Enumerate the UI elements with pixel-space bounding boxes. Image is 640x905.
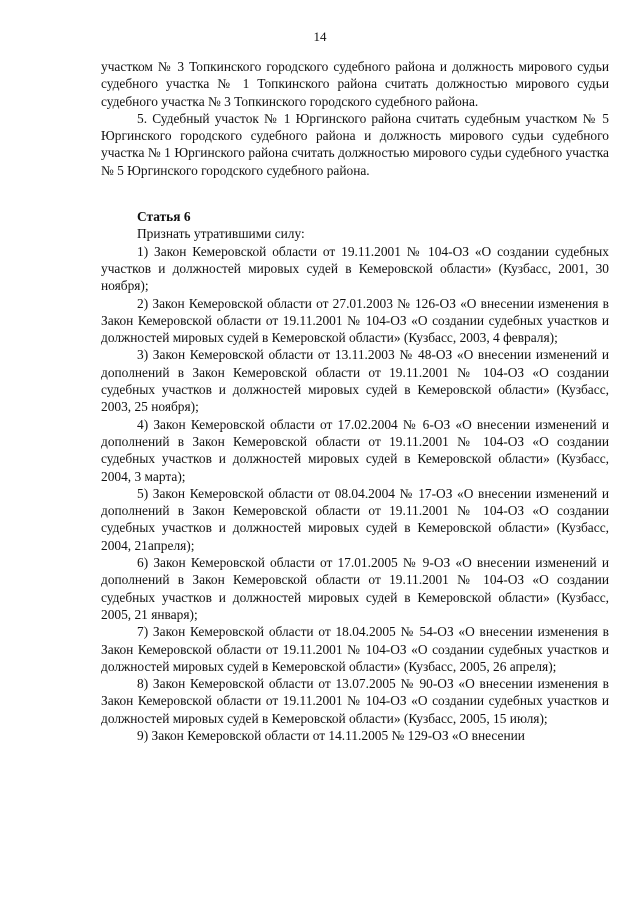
repealed-law-item: 3) Закон Кемеровской области от 13.11.2003 № 48-ОЗ «О внесении изменений и дополнений в Закон Кемеровской области от 19.11.2001 № 104-ОЗ «О создании судебных участков и должностей мировых судей в Кемеровской области» (Кузбасс, 2003, 25 ноября); <box>101 347 609 415</box>
item-5-paragraph: 5. Судебный участок № 1 Юргинского района считать судебным участком № 5 Юргинского городского судебного района и должность мирового судьи судебного участка № 1 Юргинского района считать должностью мирового судьи судебного участка № 5 Юргинского городского судебного района. <box>101 110 609 178</box>
repealed-law-item: 4) Закон Кемеровской области от 17.02.2004 № 6-ОЗ «О внесении изменений и дополнений в Закон Кемеровской области от 19.11.2001 № 104-ОЗ «О создании судебных участков и должностей мировых судей в Кемеровской области» (Кузбасс, 2004, 3 марта); <box>101 416 609 484</box>
repealed-law-item: 5) Закон Кемеровской области от 08.04.2004 № 17-ОЗ «О внесении изменений и дополнений в Закон Кемеровской области от 19.11.2001 № 104-ОЗ «О создании судебных участков и должностей мировых судей в Кемеровской области» (Кузбасс, 2004, 21апреля); <box>101 485 609 553</box>
article-intro: Признать утратившими силу: <box>137 226 305 242</box>
document-body <box>101 58 609 744</box>
continuation-paragraph: участком № 3 Топкинского городского судебного района и должность мирового судьи судебного участка № 1 Топкинского района считать должностью мирового судьи судебного участка № 3 Топкинского городского судебного района. <box>101 59 609 109</box>
page-number: 14 <box>313 29 327 44</box>
repealed-law-item: 8) Закон Кемеровской области от 13.07.2005 № 90-ОЗ «О внесении изменения в Закон Кемеровской области от 19.11.2001 № 104-ОЗ «О создании судебных участков и должностей мировых судей в Кемеровской области» (Кузбасс, 2005, 15 июля); <box>101 676 609 726</box>
repealed-law-item: 7) Закон Кемеровской области от 18.04.2005 № 54-ОЗ «О внесении изменения в Закон Кемеровской области от 19.11.2001 № 104-ОЗ «О создании судебных участков и должностей мировых судей в Кемеровской области» (Кузбасс, 2005, 26 апреля); <box>101 624 609 674</box>
repealed-law-item: 1) Закон Кемеровской области от 19.11.2001 № 104-ОЗ «О создании судебных участков и должностей мировых судей в Кемеровской области» (Кузбасс, 2001, 30 ноября); <box>101 243 609 294</box>
article-heading: Статья 6 <box>137 209 191 225</box>
repealed-law-item: 2) Закон Кемеровской области от 27.01.2003 № 126-ОЗ «О внесении изменения в Закон Кемеровской области от 19.11.2001 № 104-ОЗ «О создании судебных участков и должностей мировых судей в Кемеровской области» (Кузбасс, 2003, 4 февраля); <box>101 295 609 346</box>
repealed-law-item: 6) Закон Кемеровской области от 17.01.2005 № 9-ОЗ «О внесении изменений и дополнений в Закон Кемеровской области от 19.11.2001 № 104-ОЗ «О создании судебных участков и должностей мировых судей в Кемеровской области» (Кузбасс, 2005, 21 января); <box>101 555 609 622</box>
repealed-law-item: 9) Закон Кемеровской области от 14.11.2005 № 129-ОЗ «О внесении <box>137 727 525 743</box>
